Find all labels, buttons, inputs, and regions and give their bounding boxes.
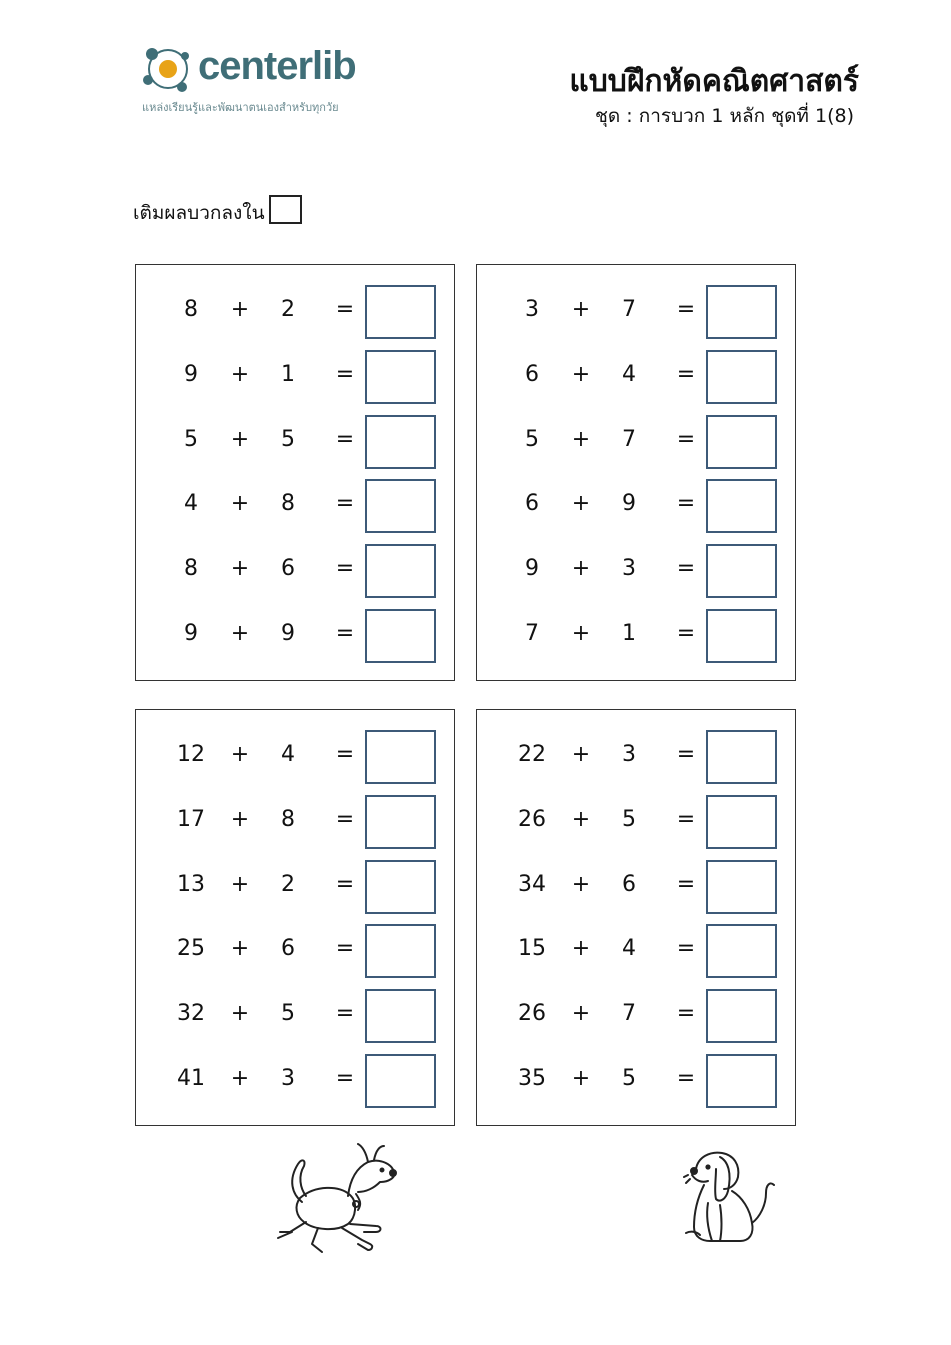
answer-box[interactable] <box>365 479 436 533</box>
plus-sign: + <box>571 807 591 832</box>
plus-sign: + <box>571 1001 591 1026</box>
equals-sign: = <box>676 297 696 322</box>
addend-a: 4 <box>184 491 198 516</box>
answer-box[interactable] <box>365 544 436 598</box>
problem-row <box>477 479 795 533</box>
plus-sign: + <box>230 872 250 897</box>
sample-answer-box <box>269 195 302 224</box>
plus-sign: + <box>571 427 591 452</box>
problem-panel-1 <box>135 264 455 681</box>
problem-row <box>477 415 795 469</box>
addend-b: 7 <box>622 1001 636 1026</box>
addend-b: 6 <box>622 872 636 897</box>
problem-row <box>136 415 454 469</box>
addend-a: 26 <box>518 807 546 832</box>
answer-box[interactable] <box>706 1054 777 1108</box>
addend-a: 7 <box>525 621 539 646</box>
answer-box[interactable] <box>365 285 436 339</box>
plus-sign: + <box>230 1001 250 1026</box>
problem-row <box>477 989 795 1043</box>
problem-row <box>136 989 454 1043</box>
answer-box[interactable] <box>365 609 436 663</box>
addend-a: 5 <box>184 427 198 452</box>
addend-a: 9 <box>525 556 539 581</box>
plus-sign: + <box>571 297 591 322</box>
plus-sign: + <box>230 621 250 646</box>
plus-sign: + <box>230 362 250 387</box>
equals-sign: = <box>335 936 355 961</box>
answer-box[interactable] <box>365 1054 436 1108</box>
equals-sign: = <box>676 362 696 387</box>
answer-box[interactable] <box>365 989 436 1043</box>
answer-box[interactable] <box>706 415 777 469</box>
addend-a: 5 <box>525 427 539 452</box>
answer-box[interactable] <box>706 730 777 784</box>
answer-box[interactable] <box>706 989 777 1043</box>
plus-sign: + <box>571 491 591 516</box>
problem-row <box>477 860 795 914</box>
equals-sign: = <box>335 491 355 516</box>
addend-a: 41 <box>177 1066 205 1091</box>
answer-box[interactable] <box>706 285 777 339</box>
addend-b: 3 <box>622 556 636 581</box>
equals-sign: = <box>676 427 696 452</box>
equals-sign: = <box>676 1001 696 1026</box>
plus-sign: + <box>571 362 591 387</box>
equals-sign: = <box>676 621 696 646</box>
centerlib-logo <box>138 40 398 120</box>
equals-sign: = <box>335 872 355 897</box>
addend-a: 9 <box>184 621 198 646</box>
addend-a: 9 <box>184 362 198 387</box>
equals-sign: = <box>335 427 355 452</box>
addend-b: 2 <box>281 297 295 322</box>
addend-a: 25 <box>177 936 205 961</box>
problem-row <box>477 795 795 849</box>
answer-box[interactable] <box>365 730 436 784</box>
page-title: แบบฝึกหัดคณิตศาสตร์ <box>569 64 859 99</box>
instruction-text: เติมผลบวกลงใน <box>133 202 265 224</box>
plus-sign: + <box>230 742 250 767</box>
problem-row <box>136 1054 454 1108</box>
equals-sign: = <box>676 491 696 516</box>
addend-b: 8 <box>281 491 295 516</box>
addend-a: 35 <box>518 1066 546 1091</box>
running-dog-icon <box>270 1140 400 1260</box>
plus-sign: + <box>230 807 250 832</box>
addend-b: 4 <box>622 936 636 961</box>
plus-sign: + <box>230 1066 250 1091</box>
addend-b: 4 <box>281 742 295 767</box>
problem-row <box>136 350 454 404</box>
answer-box[interactable] <box>365 795 436 849</box>
equals-sign: = <box>335 556 355 581</box>
plus-sign: + <box>230 491 250 516</box>
answer-box[interactable] <box>706 544 777 598</box>
addend-a: 26 <box>518 1001 546 1026</box>
addend-b: 5 <box>622 807 636 832</box>
addend-a: 32 <box>177 1001 205 1026</box>
equals-sign: = <box>676 872 696 897</box>
page-subtitle: ชุด : การบวก 1 หลัก ชุดที่ 1(8) <box>594 105 854 127</box>
plus-sign: + <box>230 297 250 322</box>
problem-row <box>477 924 795 978</box>
equals-sign: = <box>335 621 355 646</box>
addend-b: 2 <box>281 872 295 897</box>
addend-a: 3 <box>525 297 539 322</box>
sitting-dog-icon <box>680 1145 780 1250</box>
addend-a: 15 <box>518 936 546 961</box>
addend-a: 34 <box>518 872 546 897</box>
addend-a: 13 <box>177 872 205 897</box>
problem-row <box>136 795 454 849</box>
equals-sign: = <box>335 742 355 767</box>
answer-box[interactable] <box>706 479 777 533</box>
addend-b: 6 <box>281 936 295 961</box>
problem-panel-3 <box>135 709 455 1126</box>
problem-row <box>136 609 454 663</box>
problem-row <box>477 730 795 784</box>
addend-a: 12 <box>177 742 205 767</box>
answer-box[interactable] <box>365 860 436 914</box>
addend-b: 7 <box>622 427 636 452</box>
addend-b: 8 <box>281 807 295 832</box>
answer-box[interactable] <box>365 350 436 404</box>
addend-b: 6 <box>281 556 295 581</box>
addend-a: 6 <box>525 491 539 516</box>
plus-sign: + <box>571 742 591 767</box>
problem-row <box>136 730 454 784</box>
equals-sign: = <box>335 297 355 322</box>
answer-box[interactable] <box>706 350 777 404</box>
addend-b: 1 <box>281 362 295 387</box>
equals-sign: = <box>335 807 355 832</box>
problem-row <box>477 1054 795 1108</box>
equals-sign: = <box>676 742 696 767</box>
problem-row <box>136 924 454 978</box>
addend-b: 3 <box>281 1066 295 1091</box>
addend-a: 6 <box>525 362 539 387</box>
plus-sign: + <box>571 621 591 646</box>
plus-sign: + <box>230 556 250 581</box>
problem-row <box>136 285 454 339</box>
addend-b: 3 <box>622 742 636 767</box>
answer-box[interactable] <box>706 860 777 914</box>
logo-wordmark: centerlib <box>198 44 356 88</box>
instruction <box>133 198 302 228</box>
equals-sign: = <box>335 1001 355 1026</box>
problem-row <box>477 609 795 663</box>
addend-a: 17 <box>177 807 205 832</box>
problem-panel-2 <box>476 264 796 681</box>
plus-sign: + <box>230 936 250 961</box>
problem-row <box>477 285 795 339</box>
plus-sign: + <box>571 1066 591 1091</box>
equals-sign: = <box>335 362 355 387</box>
problem-row <box>136 860 454 914</box>
plus-sign: + <box>571 936 591 961</box>
problem-row <box>477 544 795 598</box>
answer-box[interactable] <box>706 795 777 849</box>
addend-a: 8 <box>184 297 198 322</box>
equals-sign: = <box>676 936 696 961</box>
equals-sign: = <box>335 1066 355 1091</box>
addend-b: 5 <box>281 1001 295 1026</box>
plus-sign: + <box>571 556 591 581</box>
equals-sign: = <box>676 1066 696 1091</box>
addend-b: 9 <box>622 491 636 516</box>
addend-b: 7 <box>622 297 636 322</box>
addend-b: 5 <box>622 1066 636 1091</box>
answer-box[interactable] <box>365 924 436 978</box>
molecule-logo-icon <box>138 40 196 98</box>
addend-b: 4 <box>622 362 636 387</box>
equals-sign: = <box>676 807 696 832</box>
equals-sign: = <box>676 556 696 581</box>
addend-b: 9 <box>281 621 295 646</box>
logo-tagline: แหล่งเรียนรู้และพัฒนาตนเองสำหรับทุกวัย <box>142 101 339 114</box>
addend-b: 1 <box>622 621 636 646</box>
addend-a: 8 <box>184 556 198 581</box>
problem-row <box>136 544 454 598</box>
plus-sign: + <box>230 427 250 452</box>
addend-a: 22 <box>518 742 546 767</box>
problem-row <box>477 350 795 404</box>
answer-box[interactable] <box>365 415 436 469</box>
plus-sign: + <box>571 872 591 897</box>
problem-row <box>136 479 454 533</box>
answer-box[interactable] <box>706 609 777 663</box>
problem-panel-4 <box>476 709 796 1126</box>
answer-box[interactable] <box>706 924 777 978</box>
addend-b: 5 <box>281 427 295 452</box>
